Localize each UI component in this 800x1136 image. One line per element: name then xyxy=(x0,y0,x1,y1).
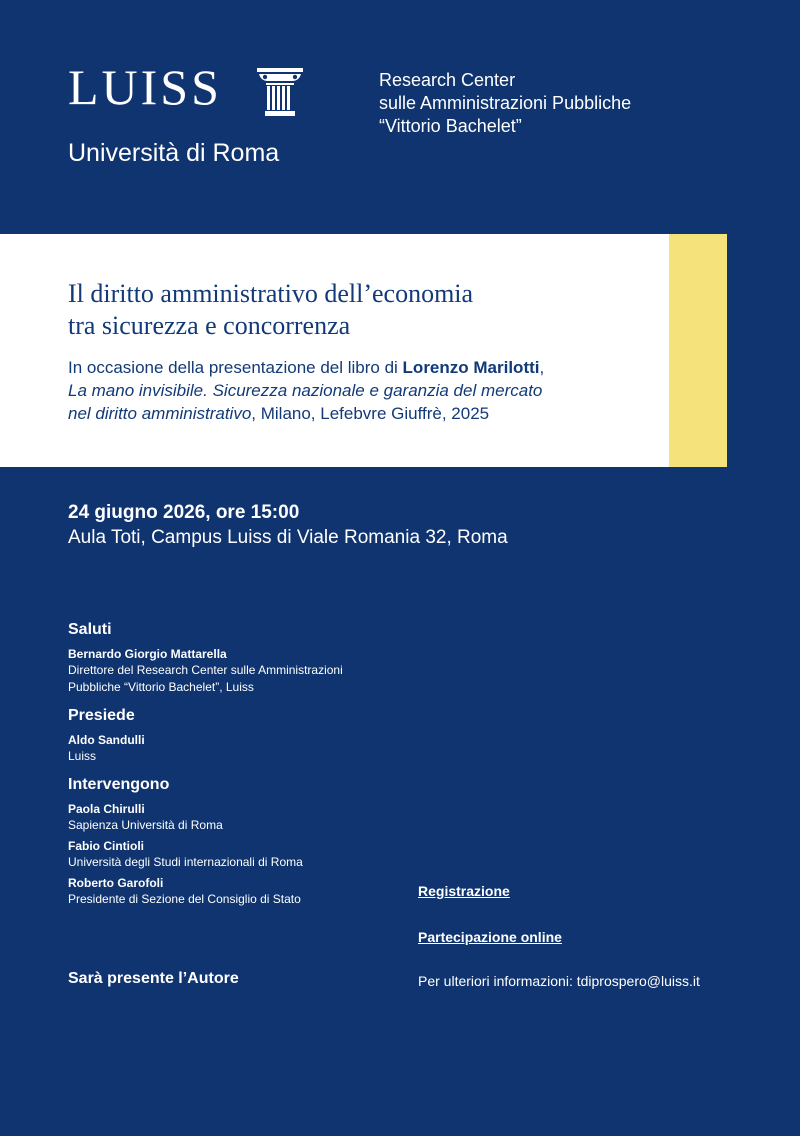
intro-prefix: In occasione della presentazione del libro di xyxy=(68,358,403,377)
title-band xyxy=(0,234,669,467)
speaker xyxy=(68,875,408,908)
speaker-role: Luiss xyxy=(68,749,97,763)
author-present-note: Sarà presente l’Autore xyxy=(68,970,239,987)
program xyxy=(68,620,408,918)
speaker-role: Presidente di Sezione del Consiglio di Stato xyxy=(68,892,301,906)
event-title-line: tra sicurezza e concorrenza xyxy=(68,311,351,340)
speaker-role: Direttore del Research Center sulle Amministrazioni xyxy=(68,663,343,677)
speaker-name: Paola Chirulli xyxy=(68,802,145,816)
contact-info: Per ulteriori informazioni: tdiprospero@luiss.it xyxy=(418,973,700,989)
column-logo-icon xyxy=(257,68,303,116)
section-heading: Saluti xyxy=(68,621,112,638)
speaker-name: Bernardo Giorgio Mattarella xyxy=(68,647,227,661)
registration-link[interactable]: Registrazione xyxy=(418,883,510,899)
speaker-name: Aldo Sandulli xyxy=(68,733,145,747)
speaker xyxy=(68,838,408,871)
research-center-name xyxy=(379,69,631,138)
section-heading: Intervengono xyxy=(68,776,170,793)
event-date: 24 giugno 2026, ore 15:00 xyxy=(68,502,300,523)
event-title-line: Il diritto amministrativo dell’economia xyxy=(68,279,474,308)
speaker xyxy=(68,646,408,696)
section-intervengono xyxy=(68,775,408,908)
online-participation-link[interactable]: Partecipazione online xyxy=(418,929,562,945)
section-presiede xyxy=(68,706,408,765)
speaker-role: Pubbliche “Vittorio Bachelet”, Luiss xyxy=(68,680,254,694)
event-title xyxy=(68,278,473,342)
speaker-role: Sapienza Università di Roma xyxy=(68,818,223,832)
speaker xyxy=(68,732,408,765)
section-heading: Presiede xyxy=(68,707,135,724)
event-location: Aula Toti, Campus Luiss di Viale Romania 32, Roma xyxy=(68,527,508,548)
book-title-continued: nel diritto amministrativo xyxy=(68,404,252,423)
luiss-logo-wordmark: LUISS xyxy=(68,59,222,115)
university-subtitle: Università di Roma xyxy=(68,139,280,167)
yellow-accent-bar xyxy=(669,234,727,467)
research-center-line: sulle Amministrazioni Pubbliche xyxy=(379,93,632,113)
book-presentation-text xyxy=(68,356,658,425)
speaker-name: Roberto Garofoli xyxy=(68,876,164,890)
research-center-line: Research Center xyxy=(379,70,516,90)
speaker xyxy=(68,801,408,834)
section-saluti xyxy=(68,620,408,696)
publisher-info: , Milano, Lefebvre Giuffrè, 2025 xyxy=(251,404,490,423)
speaker-name: Fabio Cintioli xyxy=(68,839,144,853)
speaker-role: Università degli Studi internazionali di Roma xyxy=(68,855,303,869)
research-center-line: “Vittorio Bachelet” xyxy=(379,116,522,136)
author-name: Lorenzo Marilotti xyxy=(402,358,540,377)
book-title: La mano invisibile. Sicurezza nazionale e garanzia del mercato xyxy=(68,381,543,400)
intro-comma: , xyxy=(539,358,545,377)
